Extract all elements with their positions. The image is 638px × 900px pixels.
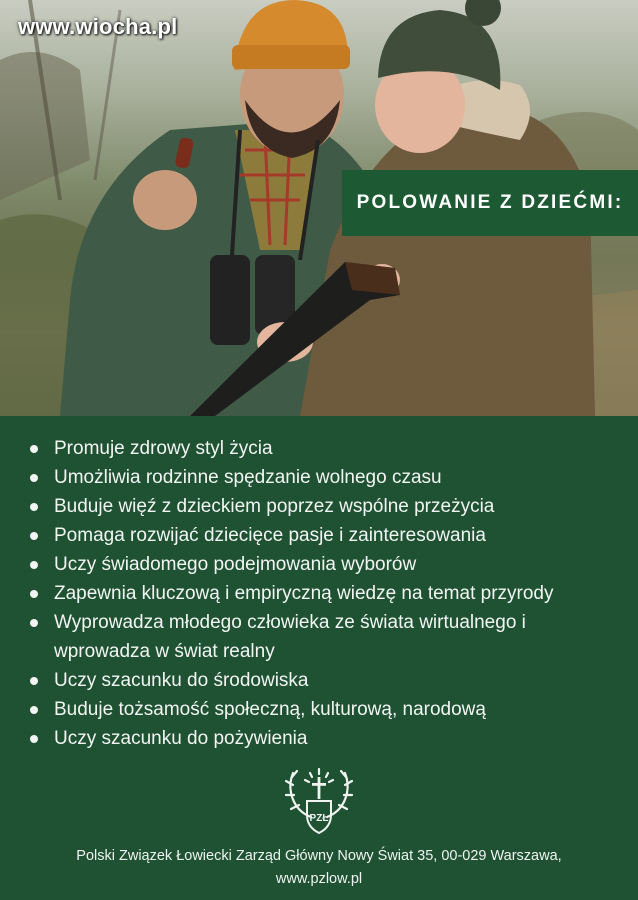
bullet-icon [30,532,38,540]
title-banner [342,170,638,236]
bullet-icon [30,590,38,598]
bullet-icon [30,619,38,627]
hunting-photo [0,0,638,416]
logo-text: PZŁ [309,813,329,824]
page-title: POLOWANIE Z DZIEĆMI: [356,192,624,213]
list-item [24,608,624,666]
list-item [24,463,624,492]
list-item [24,492,624,521]
list-item [24,695,624,724]
list-item [24,579,624,608]
list-item-text: Uczy świadomego podejmowania wyborów [54,554,417,575]
list-item [24,550,624,579]
list-item-text: Buduje tożsamość społeczną, kulturową, narodową [54,699,486,720]
footer [0,845,638,891]
bullet-icon [30,561,38,569]
footer-address: Polski Związek Łowiecki Zarząd Główny Nowy Świat 35, 00-029 Warszawa, [76,848,562,864]
list-item-text: Buduje więź z dzieckiem poprzez wspólne przeżycia [54,496,495,517]
bullet-icon [30,503,38,511]
list-item-text: Promuje zdrowy styl życia [54,438,273,459]
bullet-icon [30,677,38,685]
bullet-icon [30,445,38,453]
list-item-text: Pomaga rozwijać dziecięce pasje i zainteresowania [54,525,486,546]
bullet-icon [30,706,38,714]
deer-antler-cross-emblem-icon [283,765,355,835]
bullet-icon [30,735,38,743]
list-item-text: Uczy szacunku do środowiska [54,670,309,691]
list-item-text: Umożliwia rodzinne spędzanie wolnego czasu [54,467,442,488]
list-item [24,666,624,695]
watermark-text: www.wiocha.pl [18,14,178,39]
benefits-list [24,434,624,753]
bullet-icon [30,474,38,482]
list-item [24,724,624,753]
list-item-text: Zapewnia kluczową i empiryczną wiedzę na temat przyrody [54,583,554,604]
list-item-text: Wyprowadza młodego człowieka ze świata wirtualnego i wprowadza w świat realny [54,612,526,662]
list-item [24,434,624,463]
list-item [24,521,624,550]
list-item-text: Uczy szacunku do pożywienia [54,728,308,749]
pzl-logo [283,765,355,835]
footer-website-link[interactable]: www.pzlow.pl [275,871,363,887]
